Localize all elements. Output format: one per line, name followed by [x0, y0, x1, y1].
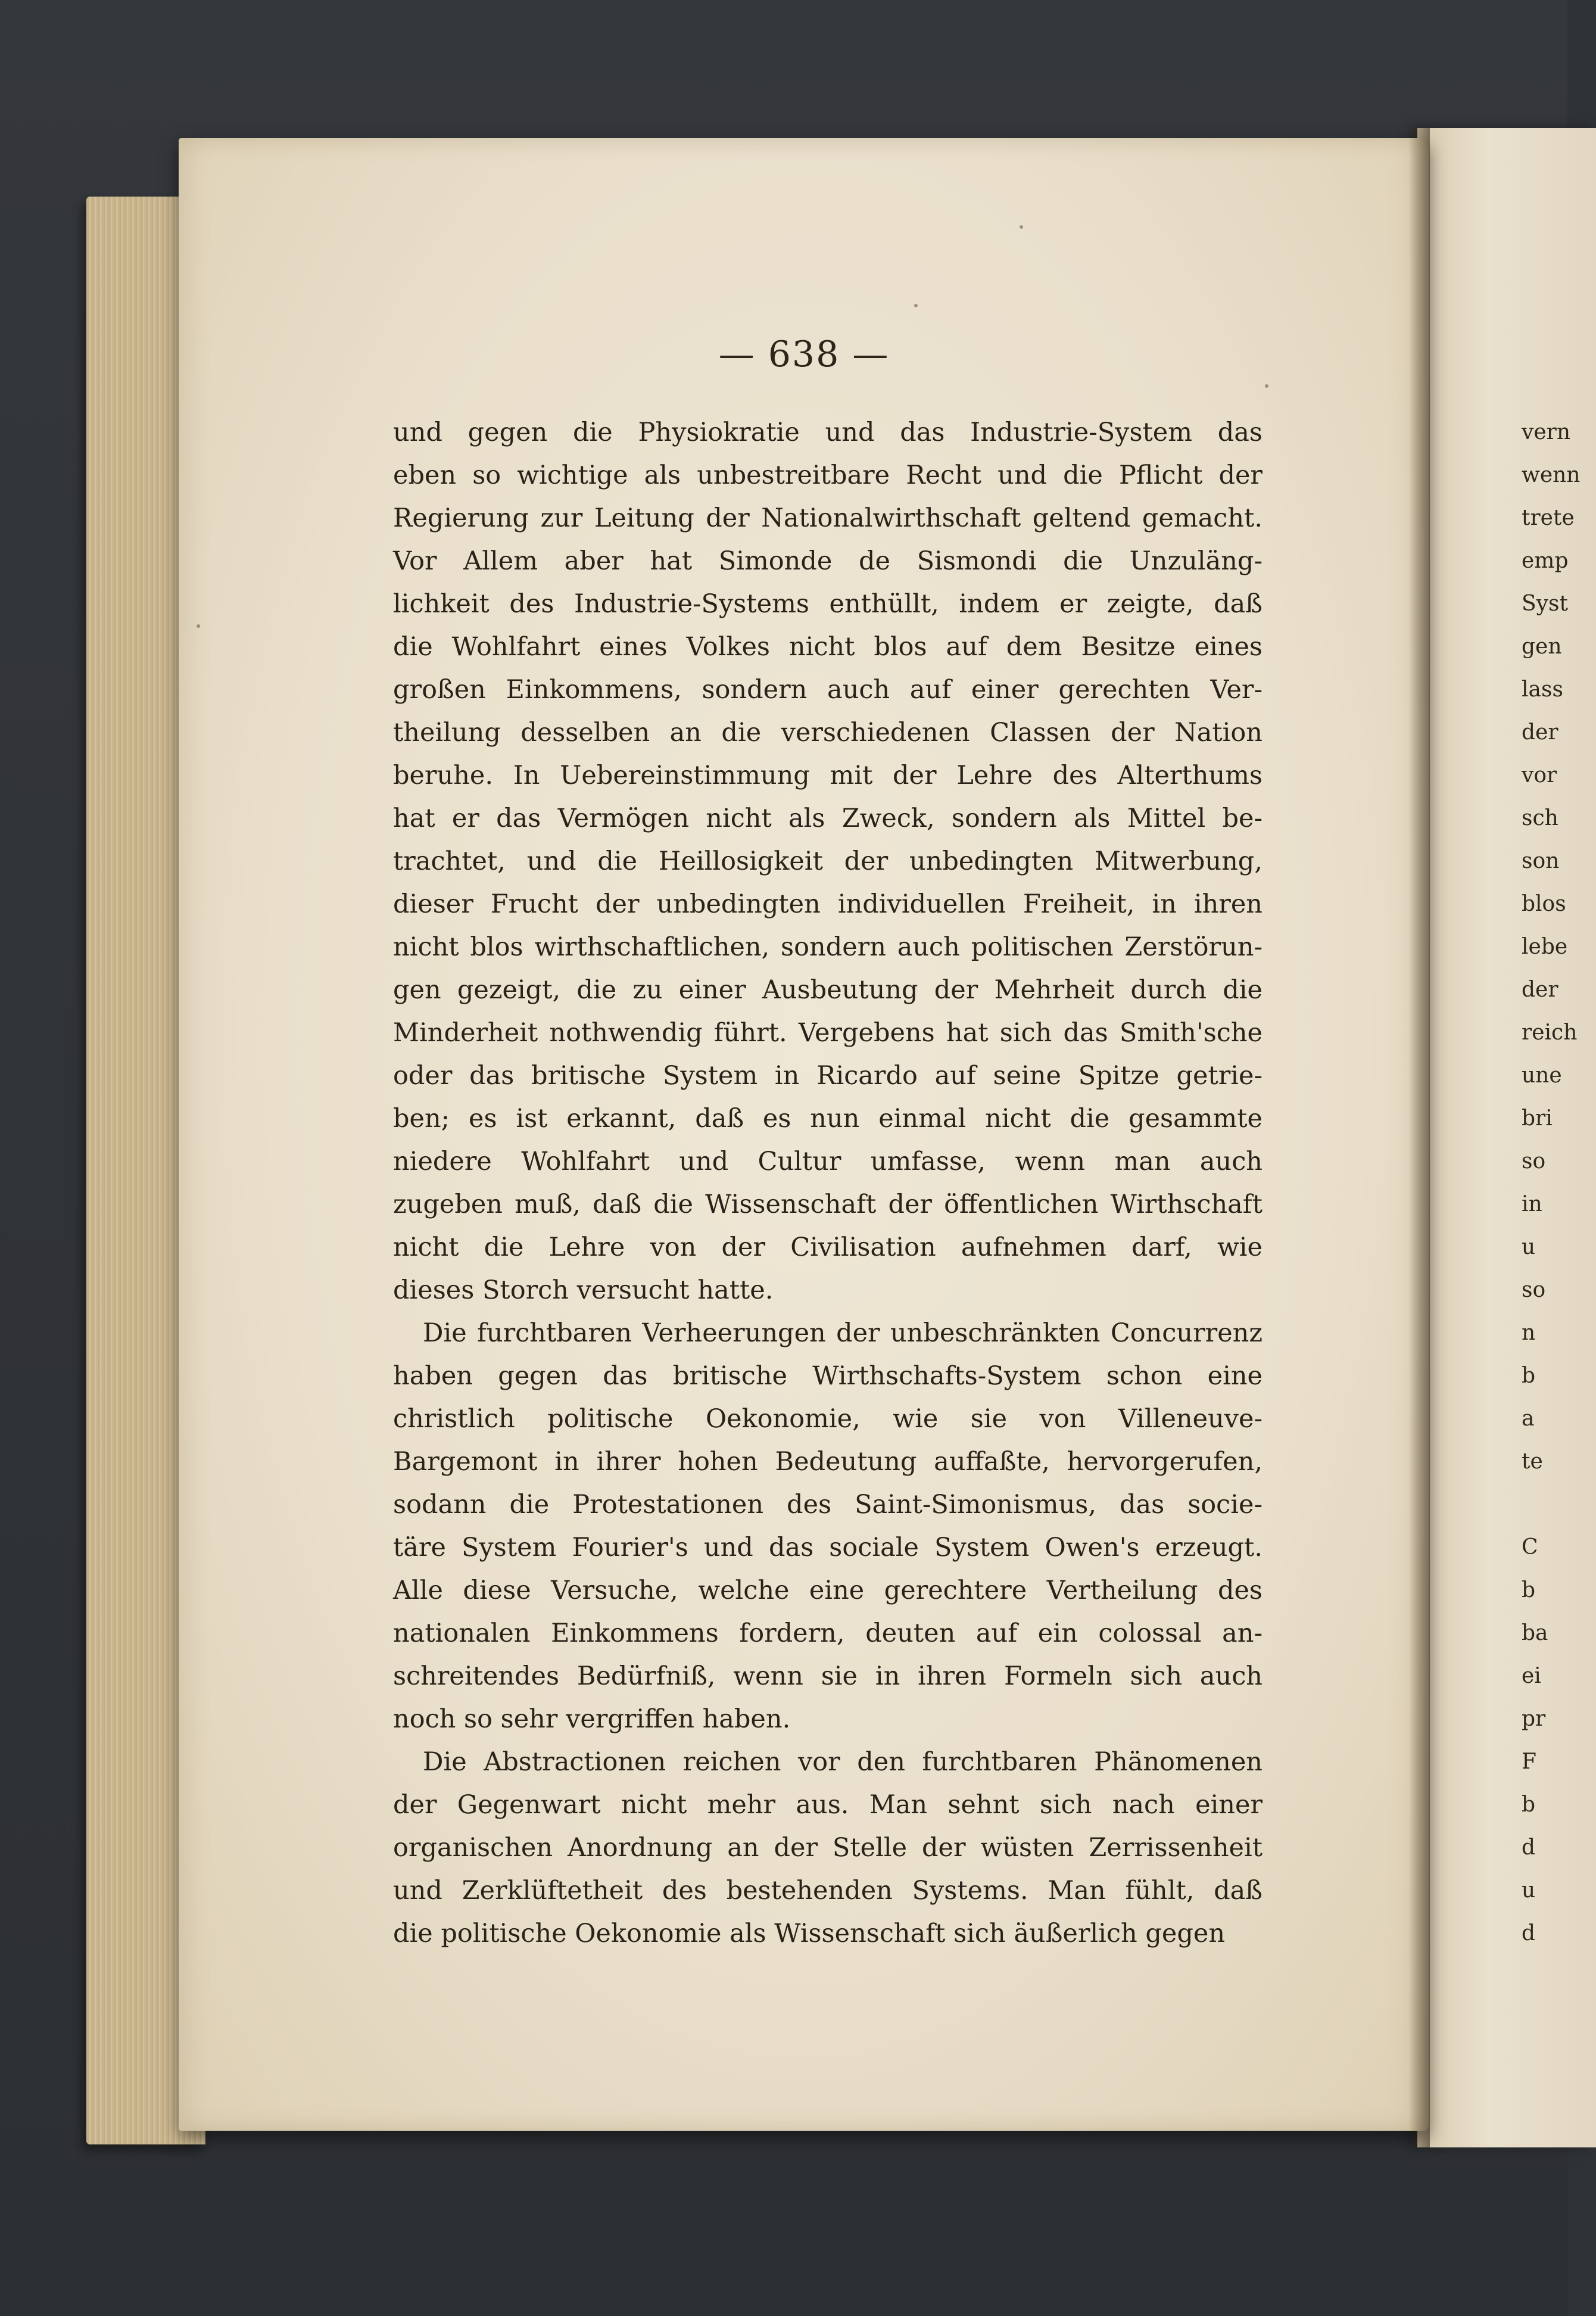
facing-page-fragment: b [1522, 1578, 1536, 1602]
facing-page-fragment: der [1522, 720, 1558, 745]
facing-page-fragment: der [1522, 978, 1558, 1002]
facing-page-fragment: ei [1522, 1664, 1541, 1688]
page-number-header: — 638 — [718, 334, 890, 375]
text-line: nationalen Einkommens fordern, deuten auf ein colossal an- [393, 1618, 1263, 1648]
text-line: christlich politische Oekonomie, wie sie von Villeneuve- [393, 1404, 1263, 1434]
text-line: nicht blos wirthschaftlichen, sondern auch politischen Zerstörun- [393, 932, 1263, 962]
facing-page-fragment: sch [1522, 806, 1558, 830]
facing-page-fragment: pr [1522, 1707, 1546, 1731]
text-line: beruhe. In Uebereinstimmung mit der Lehre des Alterthums [393, 761, 1263, 790]
page-gutter-shadow [1408, 128, 1430, 2147]
facing-page-fragment: in [1522, 1192, 1542, 1216]
facing-page-fragment: emp [1522, 549, 1569, 573]
facing-page-fragment: vor [1522, 763, 1557, 787]
paper-speck [914, 304, 918, 307]
text-line: Vor Allem aber hat Simonde de Sismondi die Unzuläng- [393, 546, 1263, 576]
text-line: organischen Anordnung an der Stelle der wüsten Zerrissenheit [393, 1833, 1263, 1863]
facing-page-fragment: wenn [1522, 463, 1581, 487]
text-line: großen Einkommens, sondern auch auf einer gerechten Ver- [393, 675, 1263, 705]
paper-speck [1265, 384, 1268, 388]
text-line: trachtet, und die Heillosigkeit der unbedingten Mitwerbung, [393, 846, 1263, 876]
facing-page-fragment: son [1522, 849, 1560, 873]
text-line: niedere Wohlfahrt und Cultur umfasse, wenn man auch [393, 1147, 1263, 1176]
text-line: gen gezeigt, die zu einer Ausbeutung der Mehrheit durch die [393, 975, 1263, 1005]
text-line: zugeben muß, daß die Wissenschaft der öffentlichen Wirthschaft [393, 1190, 1263, 1219]
text-line: schreitendes Bedürfniß, wenn sie in ihren Formeln sich auch [393, 1661, 1263, 1691]
text-line: und Zerklüftetheit des bestehenden Systems. Man fühlt, daß [393, 1876, 1263, 1906]
facing-page-fragment: lass [1522, 677, 1563, 702]
facing-page-fragment: F [1522, 1750, 1536, 1774]
text-line: dieser Frucht der unbedingten individuellen Freiheit, in ihren [393, 889, 1263, 919]
facing-page-fragment: trete [1522, 506, 1575, 530]
facing-page-fragment: so [1522, 1278, 1546, 1302]
facing-page-fragment: te [1522, 1449, 1543, 1474]
text-line: noch so sehr vergriffen haben. [393, 1704, 791, 1734]
text-line: lichkeit des Industrie-Systems enthüllt, indem er zeigte, daß [393, 589, 1263, 619]
facing-page-fragment: gen [1522, 634, 1562, 659]
facing-page-fragment: u [1522, 1235, 1536, 1259]
facing-page-fragment: blos [1522, 892, 1566, 916]
facing-page-fragment: d [1522, 1921, 1536, 1945]
text-line: Die Abstractionen reichen vor den furchtbaren Phänomenen [423, 1747, 1263, 1777]
text-line: die politische Oekonomie als Wissenschaft sich äußerlich gegen [393, 1919, 1226, 1948]
text-line: die Wohlfahrt eines Volkes nicht blos auf dem Besitze eines [393, 632, 1263, 662]
facing-page-fragment: d [1522, 1835, 1536, 1860]
facing-page-fragment: ba [1522, 1621, 1548, 1645]
paper-speck [1020, 225, 1023, 229]
facing-page-fragment: a [1522, 1406, 1535, 1431]
body-text [393, 411, 1263, 1955]
facing-page-fragment: n [1522, 1321, 1536, 1345]
facing-page-fragment: vern [1522, 420, 1571, 444]
text-line: sodann die Protestationen des Saint-Simonismus, das socie- [393, 1490, 1263, 1520]
text-line: nicht die Lehre von der Civilisation aufnehmen darf, wie [393, 1232, 1263, 1262]
text-line: Minderheit nothwendig führt. Vergebens hat sich das Smith'sche [393, 1018, 1263, 1048]
text-line: Die furchtbaren Verheerungen der unbeschränkten Concurrenz [423, 1318, 1263, 1348]
paper-speck [197, 624, 200, 628]
text-line: und gegen die Physiokratie und das Industrie-System das [393, 418, 1263, 447]
facing-page-fragment: une [1522, 1063, 1562, 1088]
facing-page-fragment: b [1522, 1364, 1536, 1388]
text-line: Bargemont in ihrer hohen Bedeutung auffaßte, hervorgerufen, [393, 1447, 1263, 1477]
facing-page-fragment: u [1522, 1878, 1536, 1903]
facing-page-fragment [1522, 1483, 1569, 1526]
text-line: Alle diese Versuche, welche eine gerechtere Vertheilung des [393, 1576, 1263, 1605]
text-line: hat er das Vermögen nicht als Zweck, sondern als Mittel be- [393, 804, 1263, 833]
text-line: der Gegenwart nicht mehr aus. Man sehnt sich nach einer [393, 1790, 1263, 1820]
facing-page-fragment: reich [1522, 1020, 1578, 1045]
text-line: dieses Storch versucht hatte. [393, 1275, 774, 1305]
text-line: theilung desselben an die verschiedenen Classen der Nation [393, 718, 1263, 748]
text-line: haben gegen das britische Wirthschafts-System schon eine [393, 1361, 1263, 1391]
text-line: ben; es ist erkannt, daß es nun einmal nicht die gesammte [393, 1104, 1263, 1134]
facing-page-fragment: so [1522, 1149, 1546, 1173]
facing-page-fragment: b [1522, 1792, 1536, 1817]
text-line: täre System Fourier's und das sociale System Owen's erzeugt. [393, 1533, 1263, 1562]
text-line: Regierung zur Leitung der Nationalwirthschaft geltend gemacht. [393, 503, 1263, 533]
facing-page-fragment: C [1522, 1535, 1538, 1559]
text-line: eben so wichtige als unbestreitbare Recht und die Pflicht der [393, 460, 1263, 490]
facing-page-fragment: Syst [1522, 592, 1568, 616]
facing-page-fragment: lebe [1522, 935, 1568, 959]
facing-page-text-fragments [1522, 411, 1581, 1955]
facing-page-fragment: bri [1522, 1106, 1553, 1131]
text-line: oder das britische System in Ricardo auf seine Spitze getrie- [393, 1061, 1263, 1091]
